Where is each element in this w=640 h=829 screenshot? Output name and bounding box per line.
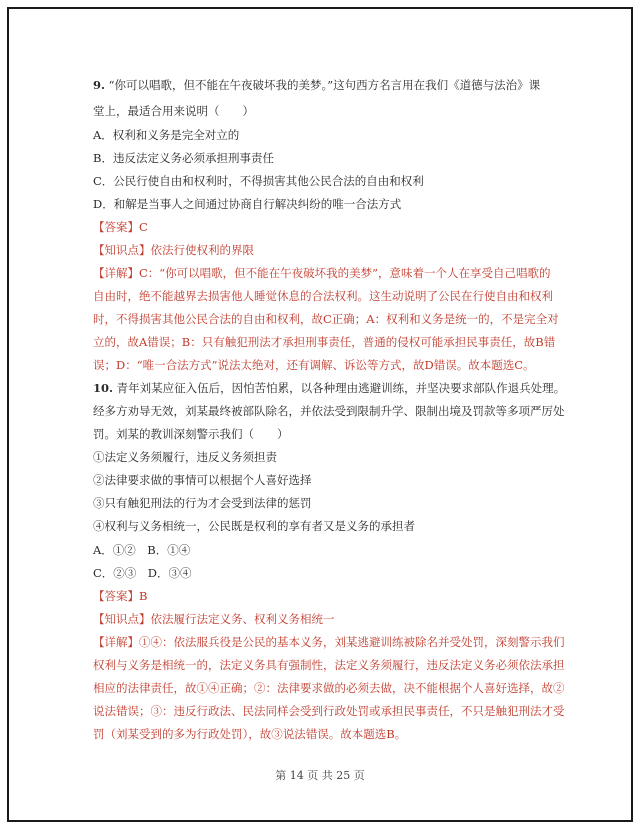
- q9-knowledge: 【知识点】依法行使权利的界限: [93, 243, 254, 257]
- q10-stem-line2: 经多方劝导无效，刘某最终被部队除名，并依法受到限制升学、限制出境及罚款等多项严厉处: [93, 404, 565, 418]
- q10-detail-2: 权利与义务是相统一的，法定义务具有强制性，法定义务须履行，违反法定义务必须依法承担: [93, 658, 565, 672]
- q9-detail-4: 立的，故A错误；B：只有触犯刑法才承担刑事责任，普通的侵权可能承担民事责任，故B错: [93, 335, 556, 349]
- q9-detail-3: 时，不得损害其他公民合法的自由和权利，故C正确；A：权利和义务是统一的，不是完全对: [93, 312, 559, 326]
- q9-option-d: D．和解是当事人之间通过协商自行解决纠纷的唯一合法方式: [93, 197, 402, 211]
- q9-detail-2: 自由时，绝不能越界去损害他人睡觉休息的合法权利。这生动说明了公民在行使自由和权利: [93, 289, 553, 303]
- q9-stem-line1: [93, 77, 540, 93]
- q9-number: 9.: [93, 78, 106, 92]
- q9-option-c: C．公民行使自由和权利时，不得损害其他公民合法的自由和权利: [93, 174, 424, 188]
- q10-number: 10.: [93, 381, 114, 395]
- q10-stem-line1: [93, 380, 565, 396]
- page-number-footer: 第 14 页 共 25 页: [275, 769, 365, 782]
- q9-stem-text-1: “你可以唱歌，但不能在午夜破坏我的美梦。”这句西方名言用在我们《道德与法治》课: [108, 78, 541, 92]
- q9-option-b: B．违反法定义务必须承担刑事责任: [93, 151, 274, 165]
- q10-stem-text-1: 青年刘某应征入伍后，因怕苦怕累，以各种理由逃避训练，并坚决要求部队作退兵处理。: [116, 381, 566, 395]
- q10-stem-line3: 罚。刘某的教训深刻警示我们（ ）: [93, 427, 289, 441]
- q10-detail-4: 说法错误；③：违反行政法、民法同样会受到行政处罚或承担民事责任，不只是触犯刑法才受: [93, 704, 565, 718]
- q10-knowledge: 【知识点】依法履行法定义务、权利义务相统一: [93, 612, 335, 626]
- q10-statement-2: ②法律要求做的事情可以根据个人喜好选择: [93, 473, 312, 487]
- q10-statement-1: ①法定义务须履行，违反义务须担责: [93, 450, 277, 464]
- q10-options-row2: C．②③ D．③④: [93, 566, 192, 580]
- q10-detail-5: 罚（刘某受到的多为行政处罚），故③说法错误。故本题选B。: [93, 727, 407, 741]
- q10-statement-3: ③只有触犯刑法的行为才会受到法律的惩罚: [93, 496, 312, 510]
- q10-answer: 【答案】B: [93, 589, 148, 603]
- q9-detail-5: 误；D：“唯一合法方式”说法太绝对，还有调解、诉讼等方式，故D错误。故本题选C。: [93, 358, 535, 372]
- q9-option-a: A．权利和义务是完全对立的: [93, 128, 240, 142]
- q10-detail-3: 相应的法律责任，故①④正确；②：法律要求做的必须去做，决不能根据个人喜好选择，故②: [93, 681, 565, 695]
- q9-detail-1: 【详解】C：“你可以唱歌，但不能在午夜破坏我的美梦”，意味着一个人在享受自己唱歌的: [93, 266, 551, 280]
- q9-stem-line2: 堂上，最适合用来说明（ ）: [93, 104, 254, 118]
- q10-options-row1: A．①② B．①④: [93, 543, 191, 557]
- q9-answer: 【答案】C: [93, 220, 148, 234]
- q10-statement-4: ④权利与义务相统一，公民既是权利的享有者又是义务的承担者: [93, 519, 415, 533]
- q10-detail-1: 【详解】①④：依法服兵役是公民的基本义务，刘某逃避训练被除名并受处罚，深刻警示我们: [93, 635, 565, 649]
